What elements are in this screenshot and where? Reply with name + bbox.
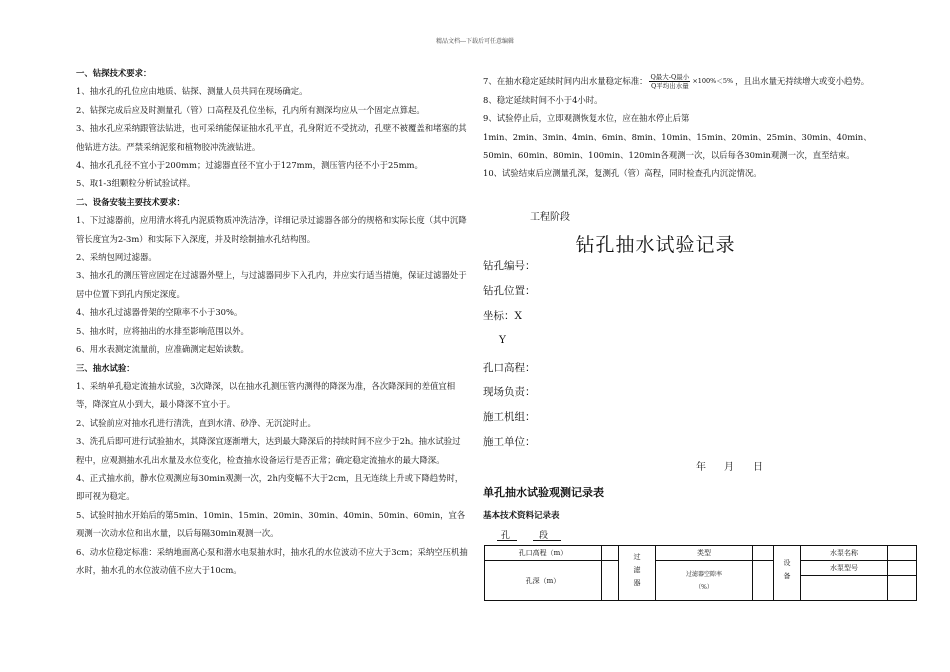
item-10: 10、试验结束后应测量孔深，复测孔（管）高程，同时检查孔内沉淀情况。	[483, 168, 762, 179]
section1-title: 一、钻探技术要求：	[76, 68, 152, 78]
item-7-post: ，且出水量无持续增大或变小趋势。	[735, 76, 870, 86]
cell-empty	[888, 561, 917, 576]
cell-filter	[619, 546, 656, 601]
seg-underline	[533, 540, 561, 541]
item-9-times: 1min、2min、3min、4min、6min、8min、10min、15min、20min、25min、30min、40min、50min、60min、80min、100min、120min各观测一次，以后每各30min观测一次，直至结束。	[483, 131, 872, 160]
filter-label: 过滤器	[633, 552, 641, 592]
item-8: 8、稳定延续时间不小于4小时。	[483, 94, 603, 105]
equip-label: 设备	[783, 559, 791, 585]
basic-data-table	[484, 545, 917, 601]
record-title: 钻孔抽水试验记录	[575, 234, 736, 256]
cell-empty	[753, 561, 774, 601]
item-9: 9、试验停止后，立即观测恢复水位，应在抽水停止后第	[483, 113, 690, 124]
cell-empty	[602, 561, 619, 601]
observation-table-title: 单孔抽水试验观测记录表	[483, 486, 604, 499]
field-coord-x: 坐标：X	[483, 310, 522, 322]
date-day: 日	[753, 462, 763, 473]
porosity-label: 过滤器空隙率	[685, 570, 722, 578]
project-stage-label: 工程阶段	[530, 212, 570, 223]
stability-formula	[649, 72, 733, 90]
s2-item: 1、下过滤器前，应用清水将孔内泥质物质冲洗洁净，详细记录过滤器各部分的规格和实际长度（其中沉降管长度宜为2-3m）和实际下入深度，并及时绘制抽水孔结构图。	[76, 215, 467, 244]
page-header: 精品文档---下载后可任意编辑	[435, 38, 515, 45]
s2-item: 2、采纳包网过滤器。	[76, 252, 157, 263]
s2-item: 3、抽水孔的测压管应固定在过滤器外壁上，与过滤器同步下入孔内，并应实行适当措施，保证过滤器处于居中位置下到孔内预定深度。	[76, 270, 467, 299]
field-collar-elevation: 孔口高程：	[483, 362, 536, 374]
cell-pump-model: 水泵型号	[801, 561, 888, 576]
s1-item: 5、取1-3组颗粒分析试验试样。	[76, 178, 196, 189]
cell-empty	[753, 546, 774, 561]
section2-title: 二、设备安装主要技术要求：	[76, 196, 185, 207]
cell-empty	[888, 576, 917, 601]
s3-item: 6、动水位稳定标准：采纳地面离心泵和潜水电泵抽水时，抽水孔的水位波动不应大于3cm；采纳空压机抽水时，抽水孔的水位波动值不应大于10cm。	[76, 546, 468, 575]
left-column	[76, 64, 468, 579]
field-borehole-no: 钻孔编号：	[483, 260, 536, 272]
cell-empty	[801, 576, 888, 601]
field-coord-y: Y	[499, 334, 506, 346]
item-7-text: 7、在抽水稳定延续时间内出水量稳定标准：	[483, 76, 648, 86]
basic-data-title: 基本技术资料记录表	[483, 511, 560, 521]
s1-item: 2、钻探完成后应及时测量孔（管）口高程及孔位坐标，孔内所有测深均应从一个固定点算起。	[76, 104, 425, 115]
s2-item: 5、抽水时，应将抽出的水排至影响范围以外。	[76, 325, 249, 336]
s3-item: 2、试验前应对抽水孔进行清洗，直到水清、砂净、无沉淀时止。	[76, 417, 316, 428]
s2-item: 6、用水表测定流量前，应准确测定起始读数。	[76, 344, 249, 355]
date-month: 月	[724, 462, 734, 473]
s2-item: 4、抽水孔过滤器骨架的空隙率不小于30%。	[76, 307, 243, 318]
s1-item: 1、抽水孔的孔位应由地质、钻探、测量人员共同在现场确定。	[76, 86, 308, 97]
field-drill-crew: 施工机组：	[483, 411, 536, 423]
s1-item: 3、抽水孔应采纳跟管法钻进，也可采纳能保证抽水孔平直，孔身附近不受扰动，孔壁不被覆盖和堵塞的其他钻进方法。严禁采纳泥浆和植物胶冲洗液钻进。	[76, 123, 467, 152]
field-contractor: 施工单位：	[483, 436, 536, 448]
cell-type: 类型	[656, 546, 753, 561]
formula-denominator: Q平均出水量	[650, 82, 689, 90]
field-borehole-location: 钻孔位置：	[483, 285, 536, 297]
section3-title: 三、抽水试验：	[76, 362, 135, 373]
cell-empty	[602, 546, 619, 561]
cell-porosity	[656, 561, 753, 601]
cell-equip	[774, 546, 801, 601]
seg-underline	[497, 540, 517, 541]
s3-item: 3、洗孔后即可进行试验抽水，其降深宜逐渐增大，达到最大降深后的持续时间不应少于2h。抽水试验过程中，应观测抽水孔出水量及水位变化，检查抽水设备运行是否正常；确定稳定流抽水的最大降深。	[76, 436, 461, 465]
formula-tail: ×100%＜5%	[692, 77, 734, 86]
field-site-manager: 现场负责：	[483, 386, 536, 398]
seg-duan: 段	[539, 531, 549, 541]
formula-numerator: Q最大-Q最小	[650, 73, 690, 81]
right-column	[483, 72, 883, 183]
item-7	[483, 72, 883, 91]
seg-kong: 孔	[501, 531, 511, 541]
cell-collar-elev: 孔口高程（m）	[485, 546, 602, 561]
cell-depth: 孔深（m）	[485, 561, 602, 601]
s1-item: 4、抽水孔孔径不宜小于200mm；过滤器直径不宜小于127mm，测压管内径不小于25mm。	[76, 160, 423, 171]
date-year: 年	[696, 462, 706, 473]
s3-item: 4、正式抽水前，静水位观测应每30min观测一次，2h内变幅不大于2cm，且无连续上升或下降趋势时，即可视为稳定。	[76, 472, 464, 502]
cell-empty	[888, 546, 917, 561]
cell-pump-name: 水泵名称	[801, 546, 888, 561]
s3-item: 5、试验时抽水开始后的第5min、10min、15min、20min、30min、40min、50min、60min，宜各观测一次动水位和出水量，以后每隔30min观测一次。	[76, 509, 466, 539]
porosity-unit: （%）	[695, 583, 713, 591]
s3-item: 1、采纳单孔稳定流抽水试验，3次降深，以在抽水孔测压管内测得的降深为准，各次降深间的差值宜相等，降深宜从小到大，最小降深不宜小于。	[76, 380, 456, 410]
